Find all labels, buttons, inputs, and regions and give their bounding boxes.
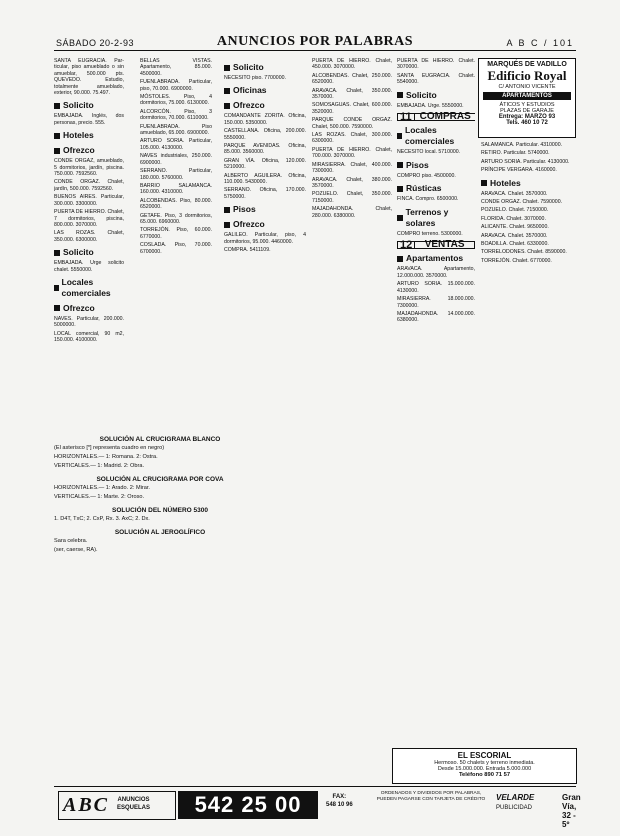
bullet-square-icon xyxy=(397,215,403,221)
classified-ad: PUERTA DE HIERRO. Chalet, 7 dormitorios, piscina, 800.000. 3070000. xyxy=(54,209,124,228)
solution-text: Sara celebra. xyxy=(54,538,88,544)
classified-ad: ARTURO SORIA. Particular, 105.000. 4130000. xyxy=(140,138,212,151)
solution-text: VERTICALES.— 1: Marte. 2: Oroso. xyxy=(54,494,145,500)
section-heading xyxy=(397,207,475,229)
classified-ad: ARTURO SORIA. 15.000.000. 4130000. xyxy=(397,281,475,294)
section-heading-label: Pisos xyxy=(406,159,429,170)
bullet-square-icon xyxy=(224,88,230,94)
category-number: 11 xyxy=(397,113,415,121)
section-heading-label: Solicito xyxy=(63,247,94,258)
section-heading-label: Hoteles xyxy=(490,177,521,188)
classified-ad: CASTELLANA. Oficina, 200.000. 5550000. xyxy=(224,128,306,141)
classified-ad: SANTA EUGRACIA. Chalet. 5540000. xyxy=(397,72,475,86)
classified-ad: CONDE ORGAZ, amueblado, 5 dormitorios, jardín, piscina. 750.000. 7592560. xyxy=(54,158,124,178)
section-heading xyxy=(54,247,124,258)
classifieds-column-2 xyxy=(140,58,212,426)
section-heading-label: Locales comerciales xyxy=(61,276,111,298)
footer-phone: 542 25 00 xyxy=(178,791,318,819)
anuncios-esquelas xyxy=(117,796,150,812)
footer-banner xyxy=(54,786,581,829)
classified-ad: COMPRA. 5411109. xyxy=(224,247,271,254)
solution-title: SOLUCIÓN AL CRUCIGRAMA POR COVA xyxy=(96,476,224,483)
classified-ad: COMANDANTE ZORITA. Oficina, 150.000. 5350000. xyxy=(224,113,306,126)
classified-ad: MAJADAHONDA. Chalet, 280.000. 6380000. xyxy=(312,206,392,219)
classified-ad: ALBERTO AGUILERA. Oficina, 110.000. 5430000. xyxy=(224,172,306,186)
ad-building-name: Edificio Royal xyxy=(487,68,567,83)
solution-title: SOLUCIÓN AL CRUCIGRAMA BLANCO xyxy=(99,436,221,443)
section-heading xyxy=(397,90,475,101)
bullet-square-icon xyxy=(397,133,402,139)
section-heading-label: Terrenos y solares xyxy=(405,206,449,228)
section-heading xyxy=(224,85,306,96)
section-title: ANUNCIOS POR PALABRAS xyxy=(216,34,414,49)
classified-ad: CONDE ORGAZ. Chalet. 7590000. xyxy=(481,199,563,206)
bullet-square-icon xyxy=(224,103,230,109)
bullet-square-icon xyxy=(397,92,403,98)
page-number: A B C / 101 xyxy=(506,38,574,48)
section-heading xyxy=(54,145,124,156)
classified-ad: TORRELODONES. Chalet. 8590000. xyxy=(481,249,567,256)
classified-ad: PARQUE AVENIDAS. Oficina, 85.000. 3560000. xyxy=(224,143,306,156)
solution-text: (El asterisco [*] representa cuadro en negro) xyxy=(54,445,165,451)
classified-ad: SERRANO. Particular, 180.000. 5760000. xyxy=(140,168,212,181)
classified-ad: ARAVACA. Apartamento, 12.000.000. 3570000. xyxy=(397,266,475,279)
bullet-square-icon xyxy=(224,65,230,71)
solution-text: VERTICALES.— 1: Madrid. 2: Obra. xyxy=(54,463,145,469)
bullet-square-icon xyxy=(481,180,487,186)
section-heading-label: Solicito xyxy=(233,62,264,72)
classified-ad: FLORIDA. Chalet. 3070000. xyxy=(481,215,546,222)
bullet-square-icon xyxy=(54,103,60,109)
classified-ad: POZUELO. Chalet, 350.000. 7150000. xyxy=(312,191,392,204)
section-heading xyxy=(397,183,475,194)
ad-line: C/ ANTONIO VICENTE xyxy=(498,84,556,90)
classified-ad: NECESITO piso. 7700000. xyxy=(224,75,286,81)
classified-ad: COMPRO terreno. 5300000. xyxy=(397,230,463,237)
section-heading xyxy=(54,303,124,314)
bullet-square-icon xyxy=(54,250,60,256)
footer-note: ORDENADOS Y DIVIDIDOS POR PALABRAS, PUEDEN PAGARSE CON TARJETA DE CRÉDITO xyxy=(376,791,486,802)
bullet-square-icon xyxy=(224,207,230,213)
section-heading-label: Ofrezco xyxy=(233,219,265,230)
classified-ad: EMBAJADA. Urge. 5550000. xyxy=(397,102,464,109)
classified-ad: SANTA EUGRACIA. Par- ticular, piso amueblado o sin amueblar, 500.000 pts. QUEVEDO. Estudio, totalmente amueblado, exterior, 90.000. 75.497. xyxy=(54,58,124,97)
classified-ad: NECESITO local. 5710000. xyxy=(397,149,461,156)
classifieds-column-5 xyxy=(397,58,475,744)
section-heading-label: Ofrezco xyxy=(63,145,95,156)
bullet-square-icon xyxy=(397,162,403,168)
classified-ad: PUERTA DE HIERRO. Chalet, 700.000. 3070000. xyxy=(312,146,392,160)
ad-title: EL ESCORIAL xyxy=(457,751,512,760)
classified-ad: ARAVACA. Chalet. 3570000. xyxy=(481,232,548,239)
classified-ad: ARAVACA. Chalet. 3570000. xyxy=(481,190,548,197)
section-heading-label: Apartamentos xyxy=(406,253,464,264)
solution-text: 1. D4T, TxC; 2. CxP, Rx. 3. AxC; 2. Dx. xyxy=(54,516,150,522)
marques-de-vadillo-ad xyxy=(478,58,576,138)
abc-logo-box xyxy=(58,791,176,820)
bullet-square-icon xyxy=(54,133,60,139)
classified-ad: COSLADA. Piso, 70.000. 6700000. xyxy=(140,242,212,255)
section-heading xyxy=(397,125,475,147)
section-heading-label: Hoteles xyxy=(63,130,94,141)
solution-title: SOLUCIÓN DEL NÚMERO 5300 xyxy=(112,507,208,514)
ad-line: Entrega: MARZO 93 xyxy=(498,114,556,120)
category-label: VENTAS xyxy=(415,241,475,249)
classified-ad: SOMOSAGUAS. Chalet, 600.000. 3520000. xyxy=(312,102,392,115)
section-heading xyxy=(224,62,306,73)
section-heading xyxy=(54,100,124,111)
velarde-logo: VELARDE xyxy=(496,793,535,802)
section-heading-label: Oficinas xyxy=(233,85,267,96)
section-heading xyxy=(397,253,475,264)
section-heading xyxy=(481,178,575,189)
fax-number: 548 10 96 xyxy=(326,802,353,808)
classified-ad: RETIRO. Particular. 5740000. xyxy=(481,150,550,157)
classified-ad: LAS ROZAS. Chalet, 300.000. 6300000. xyxy=(312,132,392,145)
esquelas-label: ESQUELAS xyxy=(117,805,151,811)
classified-ad: GRAN VÍA. Oficina, 120.000. 5210000. xyxy=(224,157,306,171)
classified-ad: CONDE ORGAZ. Chalet, jardín, 500.000. 7592560. xyxy=(54,179,124,192)
classified-ad: NAVES industriales, 250.000. 6900000. xyxy=(140,153,212,166)
classified-ad: FINCA. Compro. 6500000. xyxy=(397,196,459,203)
classified-ad: PUERTA DE HIERRO. Chalet. 3070000. xyxy=(397,58,475,71)
classified-ad: ARAVACA. Chalet, 380.000. 3570000. xyxy=(312,176,392,189)
section-heading xyxy=(54,277,124,299)
classified-ad: MIRASIERRA. 18.000.000. 7300000. xyxy=(397,296,475,309)
classified-ad: SERRANO. Oficina, 170.000. 5750000. xyxy=(224,187,306,200)
ad-phone: Tels. 460 10 72 xyxy=(506,120,548,126)
classified-ad: PRÍNCIPE VERGARA. 4160000. xyxy=(481,167,557,174)
classified-ad: POZUELO. Chalet. 7150000. xyxy=(481,207,549,214)
solution-text: HORIZONTALES.— 1: Arado. 2: Mirar. xyxy=(54,485,150,491)
classified-ad: MÓSTOLES. Piso, 4 dormitorios, 75.000. 6130000. xyxy=(140,94,212,107)
classified-ad: MAJADAHONDA. 14.000.000. 6380000. xyxy=(397,310,475,324)
ad-line: Desde 15.000.000. Entrada 5.000.000 xyxy=(437,766,532,772)
classified-ad: ARAVACA. Chalet, 350.000. 3570000. xyxy=(312,87,392,101)
section-heading-label: Rústicas xyxy=(406,183,442,194)
section-heading xyxy=(397,160,475,171)
category-banner xyxy=(397,239,475,252)
fax-label: FAX: xyxy=(332,794,347,800)
classified-ad: PARQUE CONDE ORGAZ. Chalet, 500.000. 7590000. xyxy=(312,117,392,130)
classified-ad: BELLAS VISTAS. Apartamento, 85.000. 4500000. xyxy=(140,58,212,77)
classified-ad: BOADILLA. Chalet. 6330000. xyxy=(481,241,549,248)
classifieds-column-6 xyxy=(481,142,575,746)
bullet-square-icon xyxy=(397,186,403,192)
anuncios-label: ANUNCIOS xyxy=(117,797,150,803)
category-number: 12 xyxy=(397,241,415,249)
solution-text: (ser, caerse, RA). xyxy=(54,547,98,553)
abc-logo: ABC xyxy=(63,794,110,816)
section-heading-label: Ofrezco xyxy=(63,302,95,313)
section-heading-label: Locales comerciales xyxy=(405,125,455,147)
classified-ad: ALICANTE. Chalet. 9650000. xyxy=(481,224,549,231)
classified-ad: FUENLABRADA. Particular, piso, 70.000. 6900000. xyxy=(140,79,212,92)
classified-ad: PUERTA DE HIERRO. Chalet, 450.000. 3070000. xyxy=(312,58,392,71)
classified-ad: LAS ROZAS. Chalet, 350.000. 6300000. xyxy=(54,230,124,243)
bullet-square-icon xyxy=(397,256,403,262)
section-heading xyxy=(224,100,306,111)
velarde-address: Gran Vía, 32 - 5º xyxy=(562,793,581,829)
classifieds-column-4 xyxy=(312,58,392,788)
classifieds-column-1 xyxy=(54,58,124,426)
classified-ad: GETAFE. Piso, 3 dormitorios, 65.000. 6960000. xyxy=(140,212,212,225)
ad-line: Hermoso. 50 chalets y terreno inmediata. xyxy=(434,760,535,766)
classified-ad: COMPRO piso. 4500000. xyxy=(397,172,456,179)
ad-banner: APARTAMENTOS xyxy=(483,92,571,100)
crossword-solutions xyxy=(54,430,266,780)
classified-ad: SALAMANCA. Particular. 4310000. xyxy=(481,142,563,148)
classified-ad: ALCOBENDAS. Chalet, 250.000. 6520000. xyxy=(312,72,392,86)
el-escorial-ad xyxy=(392,748,577,784)
classified-ad: LOCAL comercial, 90 m2, 150.000. 4100000. xyxy=(54,330,124,344)
page-header xyxy=(54,34,576,51)
issue-date: SÁBADO 20-2-93 xyxy=(56,38,135,48)
classified-ad: TORREJÓN. Piso, 60.000. 6770000. xyxy=(140,227,212,240)
classified-ad: ARTURO SORIA. Particular. 4130000. xyxy=(481,158,570,165)
ad-line: ÁTICOS Y ESTUDIOS xyxy=(499,102,555,108)
classified-ad: MIRASIERRA. Chalet, 400.000. 7300000. xyxy=(312,161,392,175)
ad-line: MARQUÉS DE VADILLO xyxy=(487,61,567,68)
classified-ad: BARRIO SALAMANCA. 160.000. 4310000. xyxy=(140,182,212,196)
category-label: COMPRAS xyxy=(415,113,475,121)
bullet-square-icon xyxy=(54,285,59,291)
ad-line: PLAZAS DE GARAJE xyxy=(500,108,554,114)
classified-ad: FUENLABRADA. Piso amueblado, 65.000. 6900000. xyxy=(140,123,212,137)
classified-ad: EMBAJADA. Urge solicito chalet. 5550000. xyxy=(54,260,124,273)
section-heading-label: Pisos xyxy=(233,204,256,215)
classified-ad: BUENOS AIRES. Particular, 300.000. 3300000. xyxy=(54,194,124,207)
classified-ad: ALCORCÓN. Piso, 3 dormitorios, 70.000. 6110000. xyxy=(140,108,212,122)
classified-ad: TORREJÓN. Chalet. 6770000. xyxy=(481,257,552,264)
section-heading-label: Ofrezco xyxy=(233,100,265,111)
velarde-publicidad: PUBLICIDAD xyxy=(496,805,533,811)
classified-ad: NAVES. Particular, 200.000. 5000000. xyxy=(54,315,124,329)
footer-fax xyxy=(326,793,353,809)
classified-ad: ALCOBENDAS. Piso, 80.000. 6520000. xyxy=(140,197,212,211)
ad-phone: Teléfono 890 71 57 xyxy=(458,772,511,778)
section-heading xyxy=(54,130,124,141)
bullet-square-icon xyxy=(224,222,230,228)
classified-ad: GALILEO. Particular, piso, 4 dormitorios, 95.000. 4460000. xyxy=(224,232,306,245)
solution-text: HORIZONTALES.— 1: Romana. 2: Ostra. xyxy=(54,454,158,460)
section-heading xyxy=(224,219,306,230)
section-heading xyxy=(224,204,306,215)
bullet-square-icon xyxy=(54,148,60,154)
solution-title: SOLUCIÓN AL JEROGLÍFICO xyxy=(114,529,206,536)
section-heading-label: Solicito xyxy=(63,100,94,111)
category-banner xyxy=(397,111,475,124)
classified-ad: EMBAJADA. Inglés, dos personas, precio. 555. xyxy=(54,113,124,126)
section-heading-label: Solicito xyxy=(406,89,437,100)
bullet-square-icon xyxy=(54,305,60,311)
